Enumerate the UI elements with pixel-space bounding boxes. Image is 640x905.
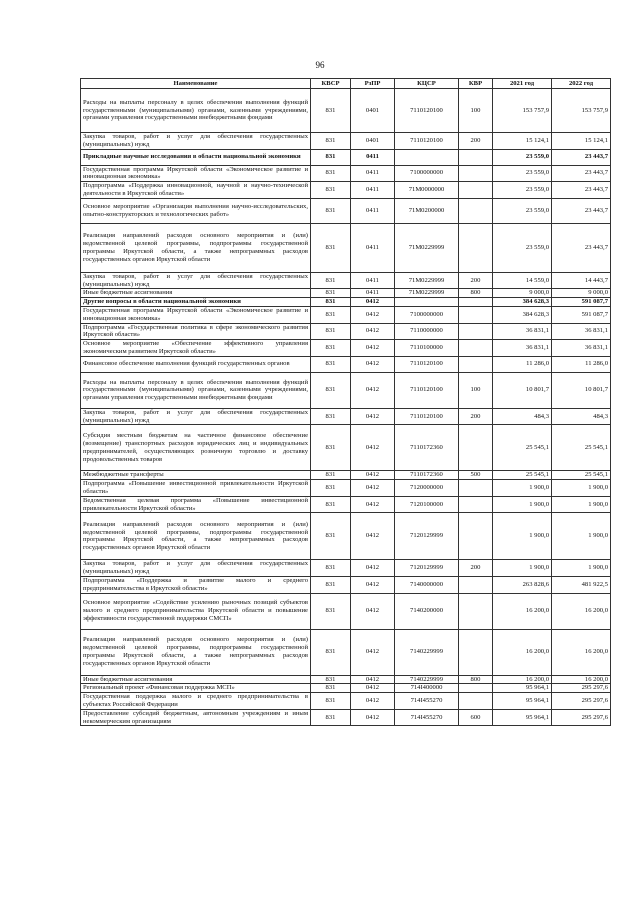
cell-kvr: 600 <box>459 709 493 726</box>
cell-kvsr: 831 <box>311 165 351 182</box>
table-row <box>81 693 611 710</box>
cell-kcsr: 7110120100 <box>395 89 459 133</box>
cell-2022: 1 900,0 <box>552 560 611 577</box>
cell-kvr <box>459 298 493 307</box>
cell-kvsr: 831 <box>311 340 351 357</box>
cell-rzpr: 0412 <box>351 593 395 629</box>
cell-kvr <box>459 480 493 497</box>
cell-kcsr: 71M0229999 <box>395 272 459 289</box>
cell-name: Прикладные научные исследования в области национальной экономики <box>81 149 311 165</box>
cell-rzpr: 0411 <box>351 182 395 199</box>
cell-rzpr: 0401 <box>351 133 395 150</box>
cell-2021: 23 559,0 <box>493 223 552 272</box>
cell-name: Иные бюджетные ассигнования <box>81 289 311 298</box>
cell-rzpr: 0412 <box>351 693 395 710</box>
table-row <box>81 629 611 675</box>
cell-name: Государственная поддержка малого и среднего предпринимательства в субъектах Российской Федерации <box>81 693 311 710</box>
cell-rzpr: 0412 <box>351 323 395 340</box>
table-row <box>81 684 611 693</box>
cell-rzpr: 0401 <box>351 89 395 133</box>
cell-kvsr: 831 <box>311 198 351 223</box>
cell-2021: 16 200,0 <box>493 675 552 684</box>
cell-name: Субсидия местным бюджетам на частичное финансовое обеспечение (возмещение) транспортных расходов юридических лиц и индивидуальных предпринимателей, осуществляющих розничную торговлю и доставку продовольственных товаров <box>81 425 311 471</box>
cell-rzpr: 0412 <box>351 629 395 675</box>
cell-2021: 1 900,0 <box>493 496 552 513</box>
cell-kvr <box>459 629 493 675</box>
table-row <box>81 298 611 307</box>
cell-2021: 1 900,0 <box>493 513 552 560</box>
cell-2021: 36 831,1 <box>493 323 552 340</box>
cell-2022: 591 087,7 <box>552 298 611 307</box>
table-header-row <box>81 79 611 89</box>
cell-2021: 384 628,3 <box>493 306 552 323</box>
cell-kvsr: 831 <box>311 629 351 675</box>
cell-name: Расходы на выплаты персоналу в целях обеспечения выполнения функций государственными (муниципальными) органами, казенными учреждениями, органами управления государственными внебюджетными фондами <box>81 89 311 133</box>
budget-table <box>80 78 611 726</box>
cell-2022: 25 545,1 <box>552 425 611 471</box>
cell-kvsr: 831 <box>311 289 351 298</box>
cell-kvsr: 831 <box>311 323 351 340</box>
table-row <box>81 223 611 272</box>
cell-kcsr: 7120000000 <box>395 480 459 497</box>
cell-2021: 384 628,3 <box>493 298 552 307</box>
cell-kvsr: 831 <box>311 306 351 323</box>
table-row <box>81 182 611 199</box>
cell-kvsr: 831 <box>311 223 351 272</box>
cell-2021: 23 559,0 <box>493 149 552 165</box>
table-row <box>81 709 611 726</box>
table-row <box>81 356 611 372</box>
cell-2021: 95 964,1 <box>493 684 552 693</box>
cell-kcsr <box>395 149 459 165</box>
cell-kvr <box>459 182 493 199</box>
cell-rzpr: 0411 <box>351 272 395 289</box>
header-kcsr: КЦСР <box>395 79 459 89</box>
cell-rzpr: 0412 <box>351 480 395 497</box>
cell-2022: 11 286,0 <box>552 356 611 372</box>
table-body <box>81 89 611 726</box>
table-row <box>81 89 611 133</box>
cell-kvsr: 831 <box>311 182 351 199</box>
cell-kvsr: 831 <box>311 425 351 471</box>
cell-kvr: 200 <box>459 133 493 150</box>
cell-kvsr: 831 <box>311 480 351 497</box>
cell-name: Закупка товаров, работ и услуг для обеспечения государственных (муниципальных) нужд <box>81 408 311 425</box>
table-row <box>81 408 611 425</box>
cell-kvsr: 831 <box>311 471 351 480</box>
cell-2021: 263 828,6 <box>493 576 552 593</box>
table-row <box>81 340 611 357</box>
cell-2022: 10 801,7 <box>552 372 611 408</box>
cell-kcsr: 71M0000000 <box>395 182 459 199</box>
cell-name: Расходы на выплаты персоналу в целях обеспечения выполнения функций государственными (муниципальными) органами, казенными учреждениями, органами управления государственными внебюджетными фондами <box>81 372 311 408</box>
cell-rzpr: 0412 <box>351 513 395 560</box>
cell-name: Реализация направлений расходов основного мероприятия и (или) ведомственной целевой программы, подпрограммы государственной программы Иркутской области, а также непрограммных расходов государственных органов Иркутской области <box>81 629 311 675</box>
cell-name: Ведомственная целевая программа «Повышение инвестиционной привлекательности Иркутской области» <box>81 496 311 513</box>
cell-rzpr: 0411 <box>351 165 395 182</box>
cell-2021: 153 757,9 <box>493 89 552 133</box>
cell-kvr <box>459 513 493 560</box>
table-row <box>81 576 611 593</box>
table-row <box>81 496 611 513</box>
cell-2022: 295 297,6 <box>552 709 611 726</box>
cell-2021: 25 545,1 <box>493 471 552 480</box>
cell-name: Подпрограмма «Государственная политика в сфере экономического развития Иркутской области» <box>81 323 311 340</box>
cell-2022: 484,3 <box>552 408 611 425</box>
cell-rzpr: 0412 <box>351 560 395 577</box>
cell-2021: 11 286,0 <box>493 356 552 372</box>
header-rzpr: РзПР <box>351 79 395 89</box>
cell-rzpr: 0412 <box>351 425 395 471</box>
cell-kcsr: 7120129999 <box>395 560 459 577</box>
cell-kvr: 200 <box>459 272 493 289</box>
cell-kcsr: 7140229999 <box>395 675 459 684</box>
cell-rzpr: 0411 <box>351 223 395 272</box>
cell-2021: 1 900,0 <box>493 560 552 577</box>
cell-kcsr: 714I455270 <box>395 709 459 726</box>
cell-2021: 23 559,0 <box>493 165 552 182</box>
cell-2021: 1 900,0 <box>493 480 552 497</box>
cell-kcsr: 714I455270 <box>395 693 459 710</box>
table-row <box>81 149 611 165</box>
cell-name: Другие вопросы в области национальной экономики <box>81 298 311 307</box>
cell-2022: 23 443,7 <box>552 223 611 272</box>
cell-kcsr <box>395 298 459 307</box>
cell-2022: 23 443,7 <box>552 198 611 223</box>
cell-name: Иные бюджетные ассигнования <box>81 675 311 684</box>
cell-kvr <box>459 149 493 165</box>
cell-kcsr: 7140200000 <box>395 593 459 629</box>
cell-2022: 481 922,5 <box>552 576 611 593</box>
cell-kcsr: 7110120100 <box>395 372 459 408</box>
cell-2021: 10 801,7 <box>493 372 552 408</box>
cell-2021: 25 545,1 <box>493 425 552 471</box>
cell-2021: 36 831,1 <box>493 340 552 357</box>
cell-2022: 9 000,0 <box>552 289 611 298</box>
cell-kvr: 200 <box>459 408 493 425</box>
table-row <box>81 306 611 323</box>
cell-kvsr: 831 <box>311 576 351 593</box>
cell-kvr <box>459 593 493 629</box>
cell-rzpr: 0412 <box>351 709 395 726</box>
cell-2021: 23 559,0 <box>493 182 552 199</box>
cell-rzpr: 0411 <box>351 289 395 298</box>
cell-rzpr: 0412 <box>351 408 395 425</box>
cell-2022: 14 443,7 <box>552 272 611 289</box>
cell-2022: 23 443,7 <box>552 165 611 182</box>
cell-kvr <box>459 323 493 340</box>
cell-name: Реализация направлений расходов основного мероприятия и (или) ведомственной целевой программы, подпрограммы государственной программы Иркутской области, а также непрограммных расходов государственных органов Иркутской области <box>81 513 311 560</box>
cell-kvsr: 831 <box>311 675 351 684</box>
cell-2021: 23 559,0 <box>493 198 552 223</box>
cell-kvsr: 831 <box>311 684 351 693</box>
cell-kvr: 200 <box>459 560 493 577</box>
table-row <box>81 198 611 223</box>
table-row <box>81 323 611 340</box>
cell-2022: 36 831,1 <box>552 323 611 340</box>
cell-name: Государственная программа Иркутской области «Экономическое развитие и инновационная экономика» <box>81 306 311 323</box>
cell-2022: 16 200,0 <box>552 675 611 684</box>
cell-kvsr: 831 <box>311 372 351 408</box>
header-kvr: КВР <box>459 79 493 89</box>
cell-kvr: 800 <box>459 675 493 684</box>
cell-name: Межбюджетные трансферты <box>81 471 311 480</box>
cell-kvsr: 831 <box>311 693 351 710</box>
cell-kcsr: 7110120100 <box>395 408 459 425</box>
cell-kcsr: 7140000000 <box>395 576 459 593</box>
cell-name: Государственная программа Иркутской области «Экономическое развитие и инновационная экономика» <box>81 165 311 182</box>
cell-rzpr: 0412 <box>351 298 395 307</box>
cell-kvr <box>459 693 493 710</box>
cell-kvsr: 831 <box>311 298 351 307</box>
cell-rzpr: 0412 <box>351 356 395 372</box>
table-row <box>81 425 611 471</box>
header-2022: 2022 год <box>552 79 611 89</box>
header-2021: 2021 год <box>493 79 552 89</box>
cell-name: Подпрограмма «Поддержка инновационной, научной и научно-технической деятельности в Иркутской области» <box>81 182 311 199</box>
cell-name: Предоставление субсидий бюджетным, автономным учреждениям и иным некоммерческим организациям <box>81 709 311 726</box>
cell-kvr: 100 <box>459 89 493 133</box>
cell-kvsr: 831 <box>311 133 351 150</box>
cell-kvsr: 831 <box>311 560 351 577</box>
table-row <box>81 471 611 480</box>
cell-2021: 16 200,0 <box>493 629 552 675</box>
cell-2022: 16 200,0 <box>552 629 611 675</box>
cell-kvr <box>459 223 493 272</box>
cell-2022: 295 297,6 <box>552 684 611 693</box>
cell-kvsr: 831 <box>311 408 351 425</box>
cell-kvsr: 831 <box>311 513 351 560</box>
cell-kvsr: 831 <box>311 89 351 133</box>
table-row <box>81 133 611 150</box>
cell-rzpr: 0412 <box>351 684 395 693</box>
cell-2022: 16 200,0 <box>552 593 611 629</box>
cell-kcsr: 7140229999 <box>395 629 459 675</box>
header-name: Наименование <box>81 79 311 89</box>
cell-2022: 1 900,0 <box>552 496 611 513</box>
cell-kvr: 100 <box>459 372 493 408</box>
cell-name: Основное мероприятие «Обеспечение эффективного управления экономическим развитием Иркутской области» <box>81 340 311 357</box>
table-row <box>81 272 611 289</box>
cell-kvr <box>459 576 493 593</box>
cell-2022: 1 900,0 <box>552 513 611 560</box>
cell-2021: 484,3 <box>493 408 552 425</box>
cell-kcsr: 7100000000 <box>395 165 459 182</box>
cell-2021: 9 000,0 <box>493 289 552 298</box>
cell-kcsr: 7100000000 <box>395 306 459 323</box>
cell-name: Закупка товаров, работ и услуг для обеспечения государственных (муниципальных) нужд <box>81 560 311 577</box>
cell-kvr <box>459 684 493 693</box>
cell-rzpr: 0412 <box>351 306 395 323</box>
cell-name: Закупка товаров, работ и услуг для обеспечения государственных (муниципальных) нужд <box>81 133 311 150</box>
cell-2022: 23 443,7 <box>552 182 611 199</box>
table-row <box>81 513 611 560</box>
cell-kcsr: 7110172360 <box>395 471 459 480</box>
cell-rzpr: 0412 <box>351 496 395 513</box>
cell-rzpr: 0412 <box>351 340 395 357</box>
cell-2021: 15 124,1 <box>493 133 552 150</box>
header-kvsr: КВСР <box>311 79 351 89</box>
cell-rzpr: 0412 <box>351 471 395 480</box>
cell-kcsr: 714I400000 <box>395 684 459 693</box>
cell-rzpr: 0411 <box>351 198 395 223</box>
cell-kvr <box>459 496 493 513</box>
cell-kvr <box>459 306 493 323</box>
cell-kcsr: 7110100000 <box>395 340 459 357</box>
cell-2022: 1 900,0 <box>552 480 611 497</box>
cell-rzpr: 0412 <box>351 576 395 593</box>
cell-name: Региональный проект «Финансовая поддержка МСП» <box>81 684 311 693</box>
cell-kcsr: 71M0229999 <box>395 223 459 272</box>
cell-name: Основное мероприятие «Содействие усилению рыночных позиций субъектов малого и среднего предпринимательства Иркутской области и повышение эффективности государственной поддержки СМСП» <box>81 593 311 629</box>
cell-kvsr: 831 <box>311 593 351 629</box>
cell-rzpr: 0412 <box>351 372 395 408</box>
table-row <box>81 675 611 684</box>
cell-kcsr: 7110172360 <box>395 425 459 471</box>
cell-2021: 14 559,0 <box>493 272 552 289</box>
cell-kvsr: 831 <box>311 496 351 513</box>
table-row <box>81 372 611 408</box>
cell-2022: 23 443,7 <box>552 149 611 165</box>
cell-kcsr: 7120100000 <box>395 496 459 513</box>
cell-rzpr: 0411 <box>351 149 395 165</box>
cell-kvr <box>459 356 493 372</box>
table-row <box>81 289 611 298</box>
cell-kcsr: 71M0229999 <box>395 289 459 298</box>
cell-2021: 95 964,1 <box>493 709 552 726</box>
cell-name: Финансовое обеспечение выполнения функций государственных органов <box>81 356 311 372</box>
cell-name: Подпрограмма «Повышение инвестиционной привлекательности Иркутской области» <box>81 480 311 497</box>
table-row <box>81 593 611 629</box>
cell-rzpr: 0412 <box>351 675 395 684</box>
cell-kvsr: 831 <box>311 149 351 165</box>
cell-2022: 25 545,1 <box>552 471 611 480</box>
cell-name: Закупка товаров, работ и услуг для обеспечения государственных (муниципальных) нужд <box>81 272 311 289</box>
cell-kcsr: 7120129999 <box>395 513 459 560</box>
cell-2022: 15 124,1 <box>552 133 611 150</box>
cell-kvsr: 831 <box>311 709 351 726</box>
cell-name: Подпрограмма «Поддержка и развитие малого и среднего предпринимательства в Иркутской области» <box>81 576 311 593</box>
cell-kvr <box>459 198 493 223</box>
cell-kvsr: 831 <box>311 356 351 372</box>
cell-2022: 591 087,7 <box>552 306 611 323</box>
cell-kcsr: 71M0200000 <box>395 198 459 223</box>
table-row <box>81 165 611 182</box>
cell-kvr: 500 <box>459 471 493 480</box>
cell-kcsr: 7110120100 <box>395 356 459 372</box>
cell-kvr <box>459 165 493 182</box>
table-row <box>81 560 611 577</box>
cell-2022: 153 757,9 <box>552 89 611 133</box>
cell-kvr <box>459 340 493 357</box>
cell-2021: 95 964,1 <box>493 693 552 710</box>
cell-kcsr: 7110000000 <box>395 323 459 340</box>
cell-kvsr: 831 <box>311 272 351 289</box>
table-row <box>81 480 611 497</box>
cell-kvr <box>459 425 493 471</box>
cell-2022: 36 831,1 <box>552 340 611 357</box>
cell-kcsr: 7110120100 <box>395 133 459 150</box>
cell-name: Основное мероприятие «Организация выполнения научно-исследовательских, опытно-конструкторских и технологических работ» <box>81 198 311 223</box>
page-number: 96 <box>315 60 325 70</box>
cell-kvr: 800 <box>459 289 493 298</box>
cell-2021: 16 200,0 <box>493 593 552 629</box>
cell-2022: 295 297,6 <box>552 693 611 710</box>
cell-name: Реализация направлений расходов основного мероприятия и (или) ведомственной целевой программы, подпрограммы государственной программы Иркутской области, а также непрограммных расходов государственных органов Иркутской области <box>81 223 311 272</box>
